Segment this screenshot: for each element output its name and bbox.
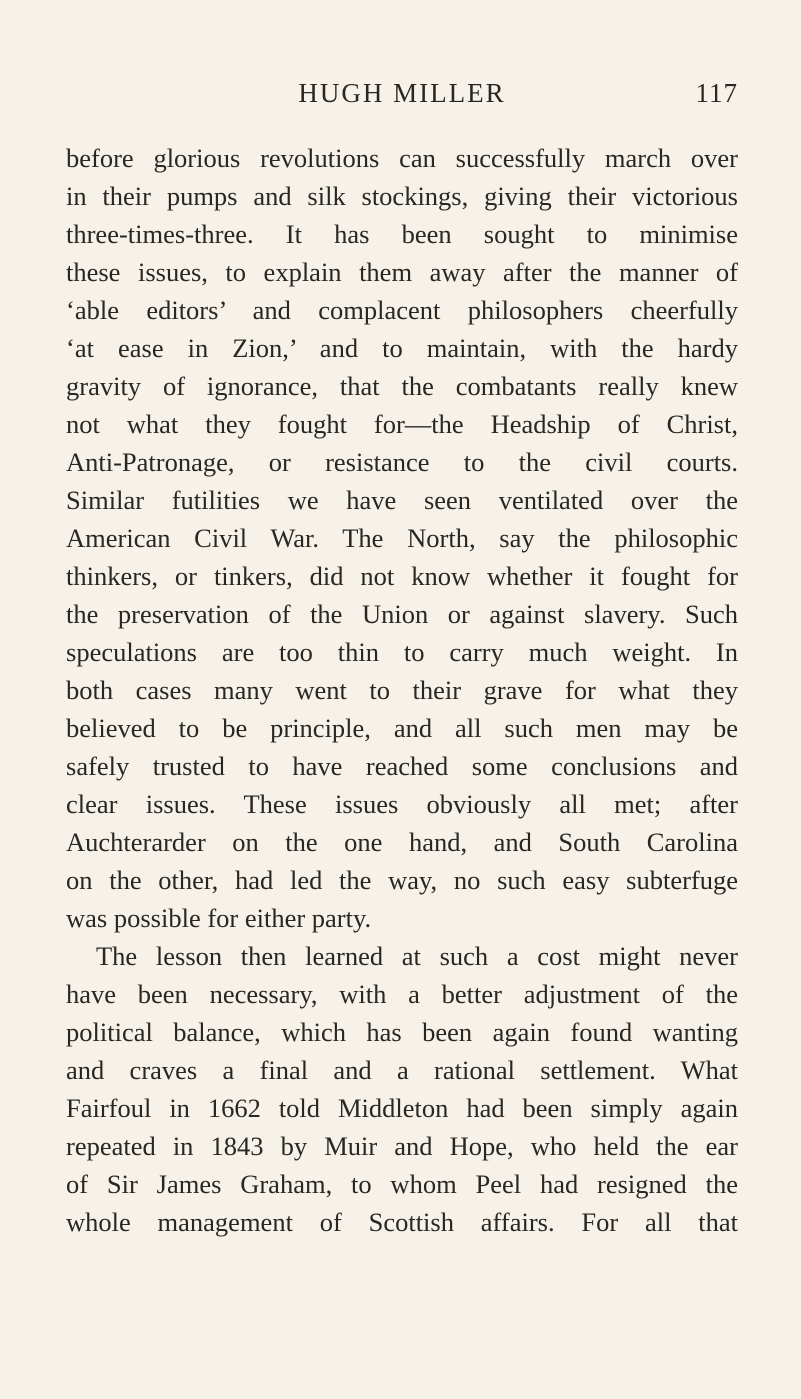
text-line: on the other, had led the way, no such easy subterfuge	[66, 865, 738, 895]
text-line: Auchterarder on the one hand, and South Carolina	[66, 827, 738, 857]
text-line: Anti-Patronage, or resistance to the civil courts.	[66, 447, 738, 477]
text-line: believed to be principle, and all such men may be	[66, 713, 738, 743]
text-line: in their pumps and silk stockings, giving their victorious	[66, 181, 738, 211]
text-line: not what they fought for—the Headship of Christ,	[66, 409, 738, 439]
text-line: have been necessary, with a better adjustment of the	[66, 979, 738, 1009]
text-line: thinkers, or tinkers, did not know whether it fought for	[66, 561, 738, 591]
text-line: ‘able editors’ and complacent philosophers cheerfully	[66, 295, 738, 325]
text-line: three-times-three. It has been sought to minimise	[66, 219, 738, 249]
text-line: Fairfoul in 1662 told Middleton had been simply again	[66, 1093, 738, 1123]
page-number: 117	[695, 78, 738, 108]
text-line: political balance, which has been again found wanting	[66, 1017, 738, 1047]
text-line: gravity of ignorance, that the combatants really knew	[66, 371, 738, 401]
body-text	[66, 139, 738, 1241]
text-line: the preservation of the Union or against slavery. Such	[66, 599, 738, 629]
text-line: clear issues. These issues obviously all met; after	[66, 789, 738, 819]
paragraph-start-line: The lesson then learned at such a cost might never	[96, 941, 738, 971]
text-line: both cases many went to their grave for what they	[66, 675, 738, 705]
text-line: these issues, to explain them away after the manner of	[66, 257, 738, 287]
text-line: whole management of Scottish affairs. For all that	[66, 1207, 738, 1237]
text-line: and craves a final and a rational settlement. What	[66, 1055, 738, 1085]
text-line: speculations are too thin to carry much weight. In	[66, 637, 738, 667]
text-line: American Civil War. The North, say the philosophic	[66, 523, 738, 553]
paragraph-end-line: was possible for either party.	[66, 903, 372, 933]
text-line: repeated in 1843 by Muir and Hope, who held the ear	[66, 1131, 738, 1161]
text-line: safely trusted to have reached some conclusions and	[66, 751, 738, 781]
running-head: HUGH MILLER	[298, 78, 506, 108]
text-line: of Sir James Graham, to whom Peel had resigned the	[66, 1169, 738, 1199]
page-header	[66, 78, 738, 118]
text-line: ‘at ease in Zion,’ and to maintain, with the hardy	[66, 333, 738, 363]
text-line: before glorious revolutions can successfully march over	[66, 143, 738, 173]
text-line: Similar futilities we have seen ventilated over the	[66, 485, 738, 515]
